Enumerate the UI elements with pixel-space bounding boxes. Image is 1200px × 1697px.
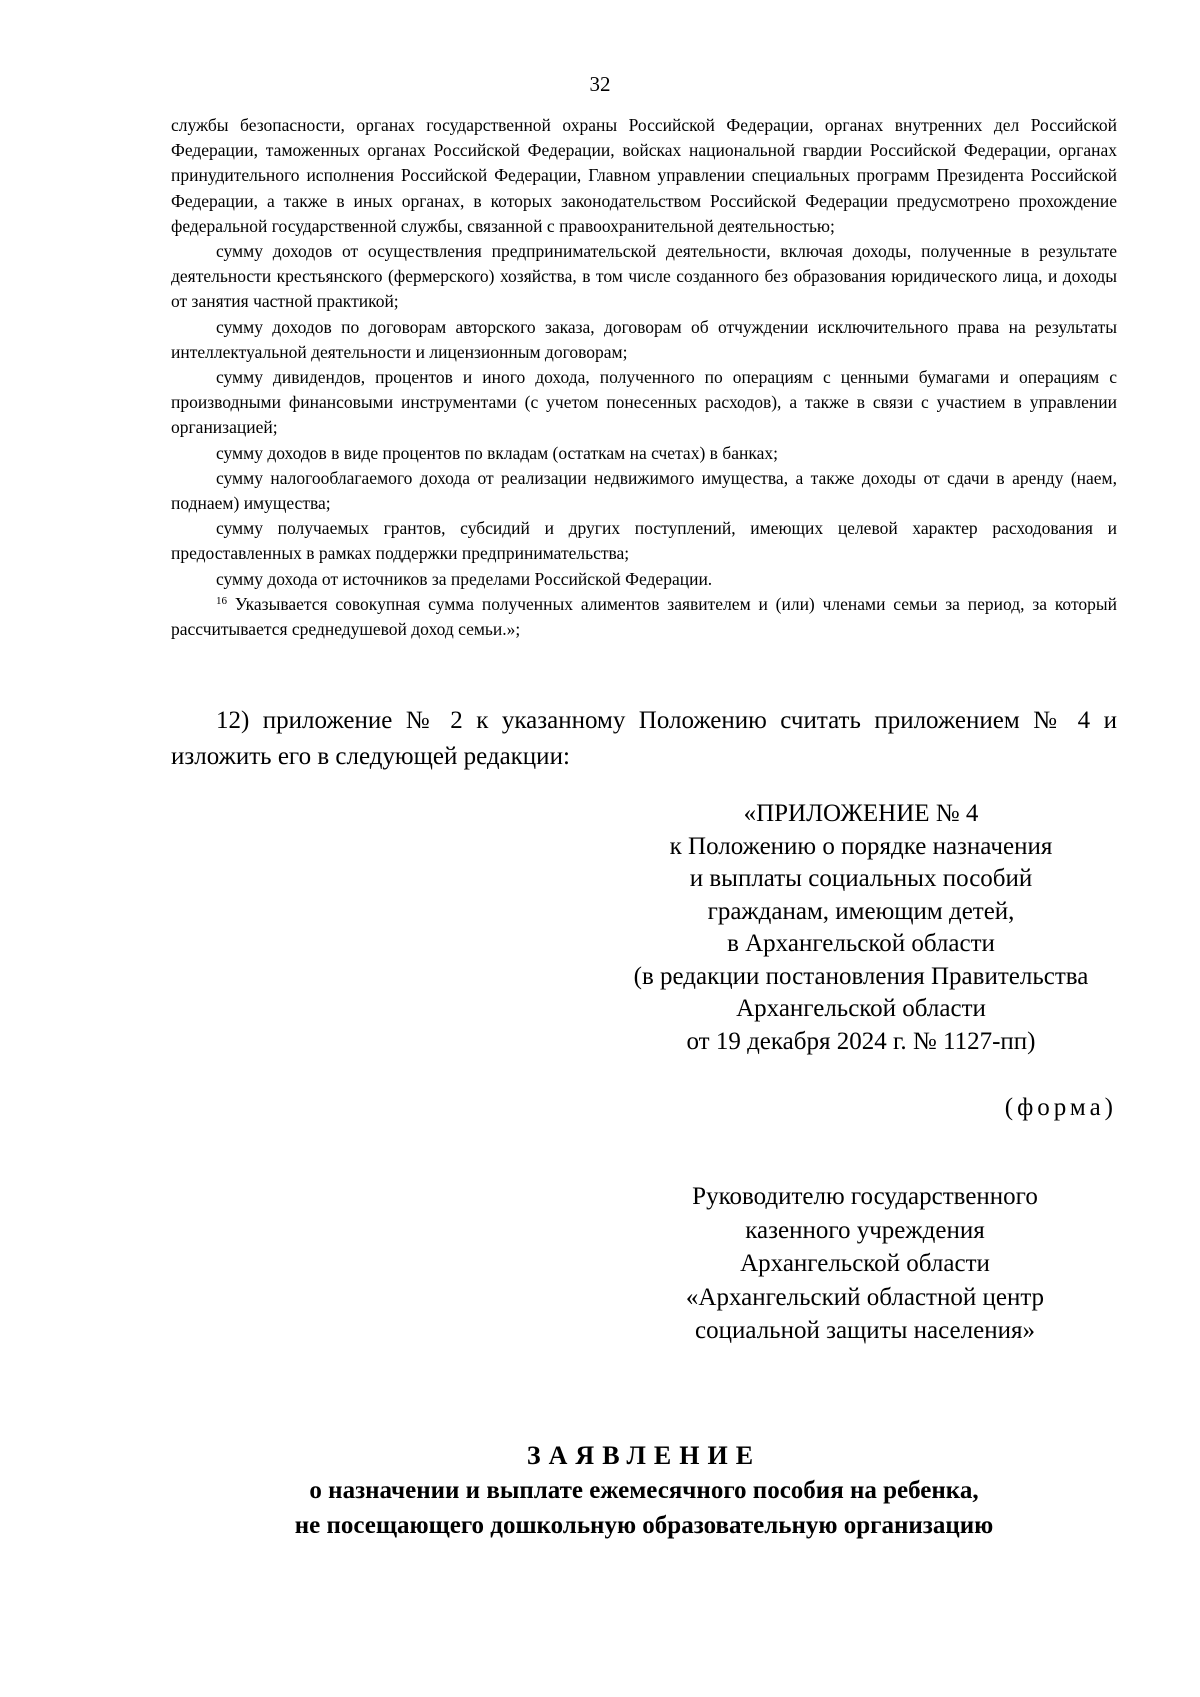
footnote-text: Указывается совокупная сумма полученных алиментов заявителем и (или) членами семьи за период, за который рассчитывается среднедушевой доход семьи.»; xyxy=(171,593,1117,640)
addressee-line: казенного учреждения xyxy=(745,1216,985,1244)
appendix-header xyxy=(600,798,1122,1058)
appendix-line: «ПРИЛОЖЕНИЕ № 4 xyxy=(743,800,979,827)
addressee-line: Руководителю государственного xyxy=(692,1183,1038,1210)
addressee-line: «Архангельский областной центр xyxy=(685,1283,1045,1311)
paragraph: сумму доходов по договорам авторского заказа, договорам об отчуждении исключительного права на результаты интеллектуальной деятельности и лицензионным договорам; xyxy=(171,316,1117,362)
paragraph: сумму получаемых грантов, субсидий и других поступлений, имеющих целевой характер расходования и предоставленных в рамках поддержки предпринимательства; xyxy=(171,518,1117,564)
appendix-line: к Положению о порядке назначения xyxy=(669,832,1053,860)
addressee-block xyxy=(640,1180,1090,1348)
paragraph: сумму налогооблагаемого дохода от реализации недвижимого имущества, а также доходы от сдачи в аренду (наем, поднаем) имущества; xyxy=(171,467,1117,514)
footnote-mark: 16 xyxy=(216,594,227,607)
appendix-line: (в редакции постановления Правительства xyxy=(633,962,1089,990)
footnote xyxy=(171,592,1117,642)
statement-title: ЗАЯВЛЕНИЕ xyxy=(526,1441,762,1470)
paragraph: службы безопасности, органах государственной охраны Российской Федерации, органах внутренних дел Российской Федерации, таможенных органах Российской Федерации, войсках национальной гвардии Российской Федерации, органах принудительного исполнения Российской Федерации, Главном управлении специальных программ Президента Российской Федерации, а также в иных органах, в которых законодательством Российской Федерации предусмотрено прохождение федеральной государственной службы, связанной с правоохранительной деятельностью; xyxy=(171,115,1117,236)
addressee-line: Архангельской области xyxy=(740,1250,990,1277)
appendix-line: Архангельской области xyxy=(736,995,986,1022)
addressee-line: социальной защиты населения» xyxy=(695,1317,1035,1344)
income-list xyxy=(171,113,1117,642)
statement-subtitle: о назначении и выплате ежемесячного пособия на ребенка, xyxy=(309,1477,979,1504)
paragraph: сумму доходов в виде процентов по вкладам (остаткам на счетах) в банках; xyxy=(216,442,778,463)
paragraph: сумму доходов от осуществления предпринимательской деятельности, включая доходы, полученные в результате деятельности крестьянского (фермерского) хозяйства, в том числе созданного без образования юридического лица, и доходы от занятия частной практикой; xyxy=(171,241,1117,312)
paragraph: сумму дохода от источников за пределами Российской Федерации. xyxy=(216,568,713,589)
appendix-line: гражданам, имеющим детей, xyxy=(707,897,1015,925)
paragraph: сумму дивидендов, процентов и иного дохода, полученного по операциям с ценными бумагами и операциям с производными финансовыми инструментами (с учетом понесенных расходов), а также в связи с участием в управлении организацией; xyxy=(171,367,1117,438)
statement-subtitle: не посещающего дошкольную образовательную организацию xyxy=(294,1512,994,1539)
form-label: (форма) xyxy=(1004,1094,1117,1121)
appendix-line: в Архангельской области xyxy=(727,930,995,957)
page-number: 32 xyxy=(589,72,611,96)
item-12-paragraph: 12) приложение № 2 к указанному Положению считать приложением № 4 и изложить его в следующей редакции: xyxy=(171,707,1117,770)
statement-heading xyxy=(171,1438,1117,1543)
appendix-line: и выплаты социальных пособий xyxy=(689,865,1033,892)
appendix-line: от 19 декабря 2024 г. № 1127-пп) xyxy=(686,1027,1036,1055)
